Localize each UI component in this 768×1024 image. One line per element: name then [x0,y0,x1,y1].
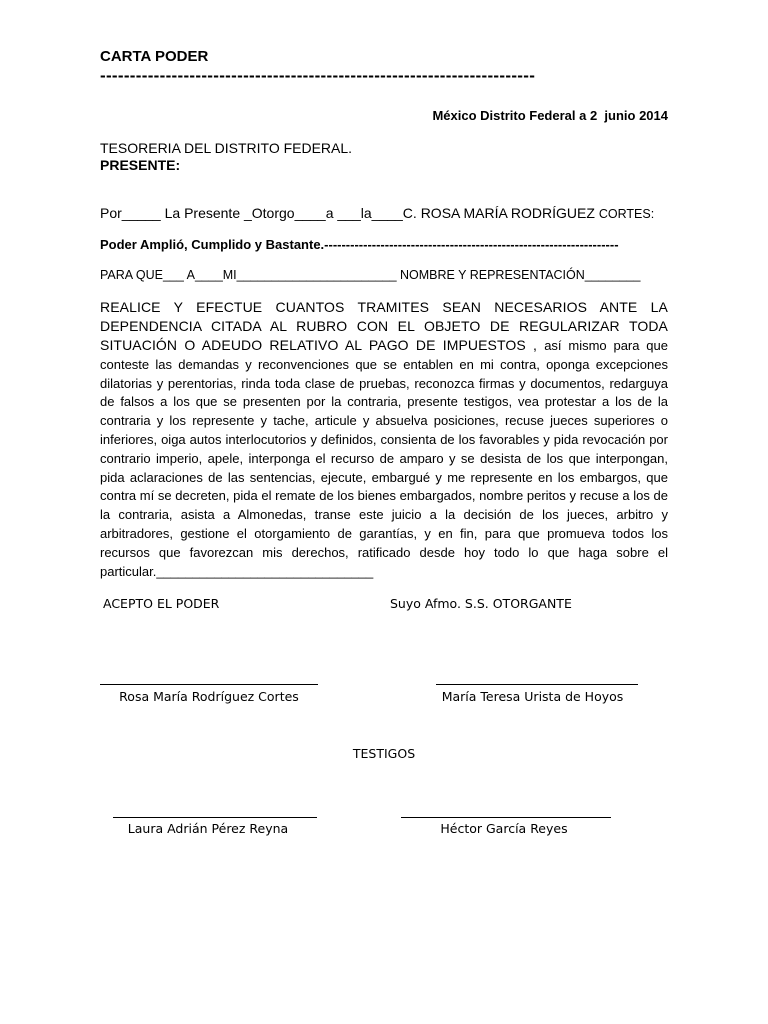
document-title: CARTA PODER [100,48,209,65]
otorgante-signature-line [436,684,638,685]
testigo1-name: Laura Adrián Pérez Reyna [127,821,289,836]
grant-line [100,205,654,221]
body-text: así mismo para que conteste las demandas y reconvenciones que se entablen en mi contra, oponga excepciones dilatorias y perentorias, rinda toda clase de pruebas, reconozca firmas y documentos, redarguya de falsos a los que se presenten por la contraria, presente testigos, vea protestar a los de la contraria y los represente y tache, articule y absuelva posiciones, recuse jueces superiores o inferiores, oiga autos interlocutorios y definidos, consienta de los favorables y pida revocación por contrario imperio, apele, interponga el recurso de amparo y se desista de los que interpongan, pida aclaraciones de las sentencias, ejecute, embargué y me represente en los embargos, que contra mí se decreten, pida el remate de los bienes embargados, nombre peritos y recuse a los de la contraria, asista a Almonedas, transe este juicio a la decisión de los jueces, arbitro y arbitradores, gestione el otorgamiento de garantías, y en fin, para que promueva todos los recursos que favorezcan mis derechos, ratificado desde hoy todo lo que haga sobre el particular.______________________________ [100,338,668,579]
testigos-heading: TESTIGOS [352,746,416,761]
grant-line-end: CORTES: [598,207,655,221]
power-type-line: Poder Amplió, Cumplido y Bastante.-------------------------------------------------------------------- [100,237,619,252]
purpose-line: PARA QUE___ A____MI_______________________ NOMBRE Y REPRESENTACIÓN________ [100,268,641,282]
grant-line-main: Por_____ La Presente _Otorgo____a ___la____C. ROSA MARÍA RODRÍGUEZ [100,205,599,221]
testigo1-signature-line [113,817,317,818]
addressee: TESORERIA DEL DISTRITO FEDERAL. [100,140,353,156]
apoderado-signature-line [100,684,318,685]
body-caps-text: REALICE Y EFECTUE CUANTOS TRAMITES SEAN NECESARIOS ANTE LA DEPENDENCIA CITADA AL RUBRO CON EL OBJETO DE REGULARIZAR TODA SITUACIÓN O ADEUDO RELATIVO AL PAGO DE IMPUESTOS , [100,299,668,353]
testigo2-name: Héctor García Reyes [440,821,568,836]
presente-heading: PRESENTE: [100,157,181,173]
otorgante-name: María Teresa Urista de Hoyos [441,689,624,704]
apoderado-name: Rosa María Rodríguez Cortes [119,689,299,704]
title-rule: ------------------------------------------------------------------------- [100,66,536,85]
place-date: México Distrito Federal a 2 junio 2014 [432,108,668,123]
testigo2-signature-line [401,817,611,818]
body-paragraph [100,298,668,581]
acepto-label: ACEPTO EL PODER [103,596,220,611]
otorgante-label: Suyo Afmo. S.S. OTORGANTE [390,596,572,611]
